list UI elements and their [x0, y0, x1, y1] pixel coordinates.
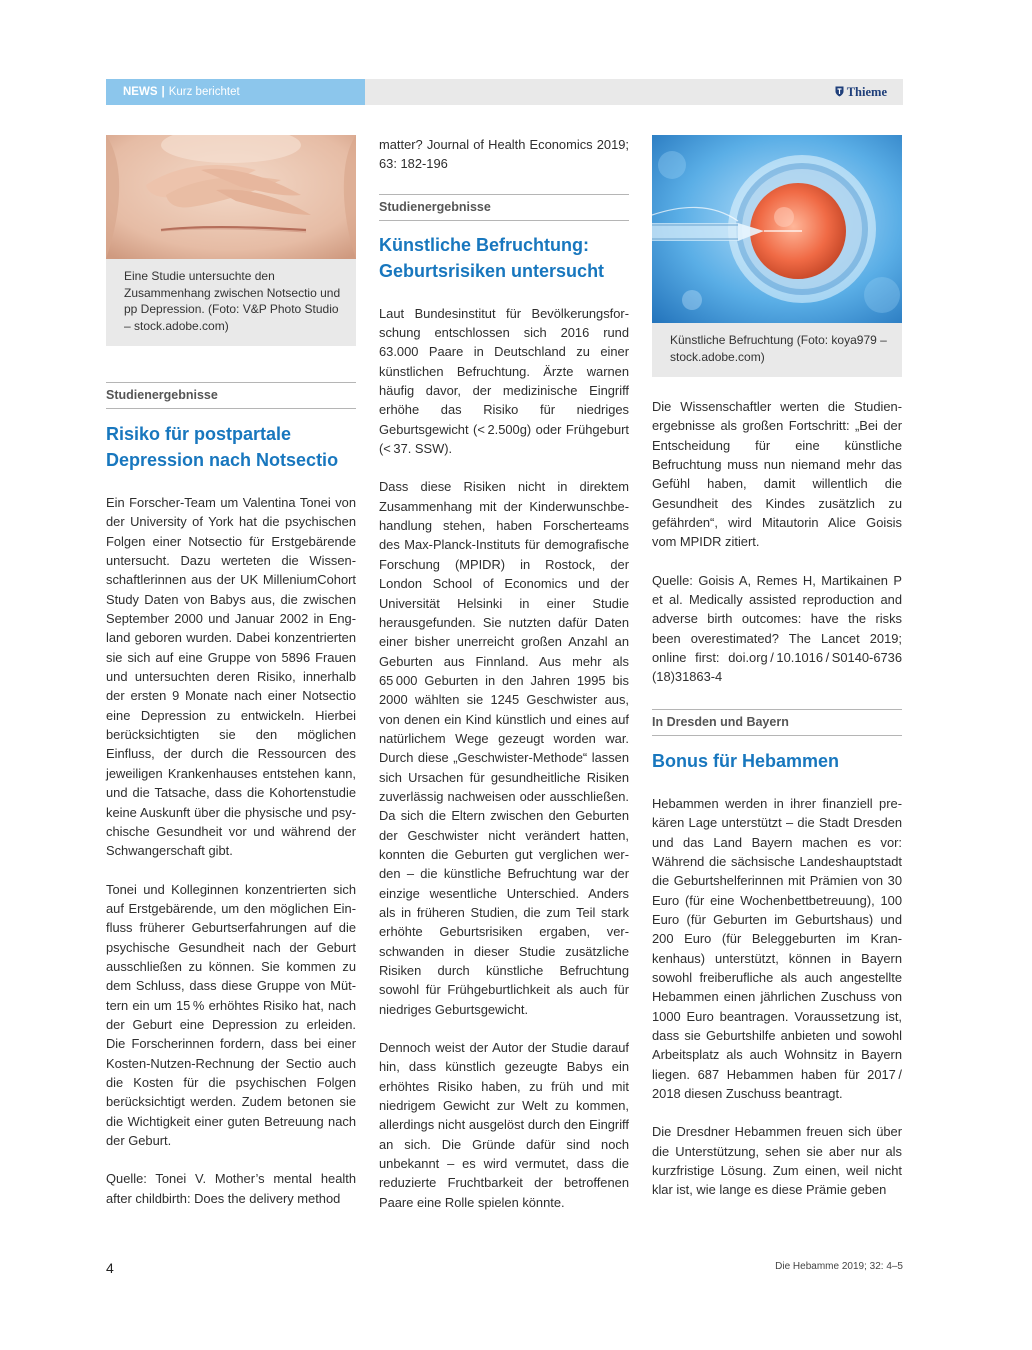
column-3 [652, 135, 902, 1200]
source-reference: Quelle: Goisis A, Remes H, Martikainen P et al. Medically assisted reproduction and adverse birth outcomes: have the risks been overestimated? The Lancet 2019; online first: doi.org / 10.1016 / S0140-6736 (18)31863-4 [652, 572, 902, 685]
section-tag [106, 79, 365, 105]
body-paragraph: Ein Forscher-Team um Valentina Tonei von der University of York hat die psychischen Folgen einer Notsectio für Erstgebärende untersucht. Dazu werteten die Wissenschaftlerinnen aus der UK MilleniumCohort Study Daten von Babys aus, die zwischen September 2000 und Januar 2002 in England geboren wurden. Dabei konzentrierten sie sich auf eine Gruppe von 5896 Frauen und untersuchten deren Risiko, innerhalb der ersten 9 Monate nach einer Notsectio eine Depression zu entwickeln. Hierbei berücksichtigten sie den möglichen Einfluss, der durch die Ressourcen des jeweiligen Krankenhauses entstehen kann, und die Tatsache, dass die Kohortenstudie keine Auskunft über die physische und psychische Gesundheit vor und während der Schwangerschaft gibt. [106, 495, 356, 859]
article-headline: Bonus für Hebammen [652, 750, 840, 771]
source-reference: Quelle: Tonei V. Mother’s mental health after childbirth: Does the delivery method [106, 1171, 356, 1206]
body-paragraph: Dass diese Risiken nicht in direktem Zusammenhang mit der Kinderwunschbehandlung stehen, haben Forscherteams des Max-Planck-Instituts für demografische Forschung (MPIDR) in Rostock, der London School of Economics und der Universität Helsinki in einer Studie herausgefunden. Sie nutzten dafür Daten einer bisher unerreicht großen Anzahl an Geburten aus Finnland. Aus mehr als 65 000 Geburten in den Jahren 1995 bis 2000 wählten sie 1245 Geschwister aus, von denen ein Kind künstlich und eines auf natürlichem Wege gezeugt worden war. Durch diese „Geschwister-Methode“ lassen sich Ursachen für gesundheitliche Risiken zuverlässig nachweisen oder ausschließen. Da sich die Eltern zwischen den Geburten der Geschwister nicht verändert hatten, konnten die Geburten gut verglichen werden – die künstliche Befruchtung war der einzige wesentliche Unterschied. Anders als in früheren Studien, die zum Teil stark erhöhte Geburtsrisiken ergaben, verschwanden in dieser Studie zusätzliche Risiken durch künstliche Befruchtung sowohl für Frühgeburtlichkeit als auch für niedriges Geburtsgewicht. [379, 479, 629, 1017]
figure-caption: Eine Studie untersuchte den Zusammenhang zwischen Notsectio und pp Depression. (Foto: V&P Photo Studio – stock.adobe.com) [124, 269, 341, 333]
section-kicker: In Dresden und Bayern [652, 709, 902, 736]
running-header [106, 79, 903, 105]
column-1 [106, 135, 356, 1208]
body-paragraph: Tonei und Kolleginnen konzentrierten sich auf Erstgebärende, um den möglichen Einfluss früherer Geburtserfahrungen auf die psychische Gesundheit nach der Geburt ausschließen zu können. Sie kommen zu dem Schluss, dass diese Gruppe von Müttern ein um 15 % erhöhtes Risiko hat, nach der Geburt eine Depression zu erleiden. Die Forscherinnen fordern, dass bei einer Kosten-Nutzen-Rechnung der Sectio auch die Kosten für die psychischen Folgen berücksichtigt werden. Zudem betonen sie die Wichtigkeit einer guten Betreuung nach der Geburt. [106, 881, 356, 1148]
belly-scar-photo [106, 135, 356, 259]
figure-caption: Künstliche Befruchtung (Foto: koya979 – stock.adobe.com) [670, 333, 887, 364]
subsection-label: Kurz berichtet [168, 86, 240, 98]
column-2 [379, 135, 629, 1212]
body-paragraph: Hebammen werden in ihrer finanziell prekären Lage unterstützt – die Stadt Dresden und das Land Bayern machen es vor: Während die sächsische Landeshauptstadt die Geburtshelferinnen mit Prämien von 30 Euro (für eine Wochenbettbetreuung), 100 Euro (für Geburten im Geburtshaus) und 200 Euro (für Beleggeburten im Krankenhaus) unterstützt, können in Bayern sowohl freiberufliche als auch angestellte Hebammen einen jährlichen Zuschuss von 1000 Euro beantragen. Voraussetzung ist, dass sie Geburtshilfe anbieten und sowohl Arbeitsplatz als auch Wohnsitz in Bayern liegen. 687 Hebammen haben für 2017 / 2018 diesen Zuschuss beantragt. [652, 795, 902, 1101]
body-paragraph: Die Dresdner Hebammen freuen sich über die Unterstützung, sehen sie aber nur als kurzfristige Lösung. Zum einen, weil nicht klar ist, wie lange es diese Prämie geben [652, 1124, 902, 1198]
journal-citation: Die Hebamme 2019; 32: 4–5 [775, 1261, 903, 1272]
publisher-logo [835, 79, 887, 105]
source-reference-continued: matter? Journal of Health Economics 2019; 63: 182-196 [379, 137, 629, 172]
section-kicker: Studienergebnisse [106, 382, 356, 409]
section-separator: | [161, 86, 165, 98]
egg-cell-injection-photo [652, 135, 902, 323]
body-paragraph: Laut Bundesinstitut für Bevölkerungsforschung entschlossen sich 2016 rund 63.000 Paare in Deutschland zu einer künstlichen Befruchtung. Ärzte warnen häufig davor, der medizinische Eingriff erhöhe das Risiko für niedriges Geburtsgewicht (< 2.500g) oder Frühgeburt (< 37. SSW). [379, 305, 629, 457]
page-number: 4 [106, 1260, 114, 1276]
section-label: NEWS [123, 86, 158, 98]
article-headline: Künstliche Befruchtung: Geburtsrisiken untersucht [379, 234, 605, 281]
figure-postpartum [106, 135, 356, 346]
section-kicker: Studienergebnisse [379, 194, 629, 221]
thieme-shield-icon [835, 86, 844, 97]
figure-ivf [652, 135, 902, 377]
body-paragraph: Die Wissenschaftler werten die Studienergebnisse als großen Fortschritt: „Bei der Entscheidung für eine künstliche Befruchtung muss nun niemand mehr das Gefühl haben, damit willentlich die Gesundheit des Kindes zusätzlich zu gefährden“, wird Mitautorin Alice Goisis vom MPIDR zitiert. [652, 399, 902, 550]
body-paragraph: Dennoch weist der Autor der Studie darauf hin, dass künstlich gezeugte Babys ein erhöhtes Risiko haben, zu früh und mit niedrigem Gewicht zur Welt zu kommen, allerdings nicht ausgelöst durch den Eingriff an sich. Die Gründe dafür sind noch unbekannt – es wird vermutet, dass die reduzierte Fruchtbarkeit der betroffenen Paare eine Rolle spielen könnte. [379, 1040, 629, 1210]
publisher-name: Thieme [846, 85, 887, 99]
article-headline: Risiko für postpartale Depression nach Notsectio [106, 424, 339, 470]
